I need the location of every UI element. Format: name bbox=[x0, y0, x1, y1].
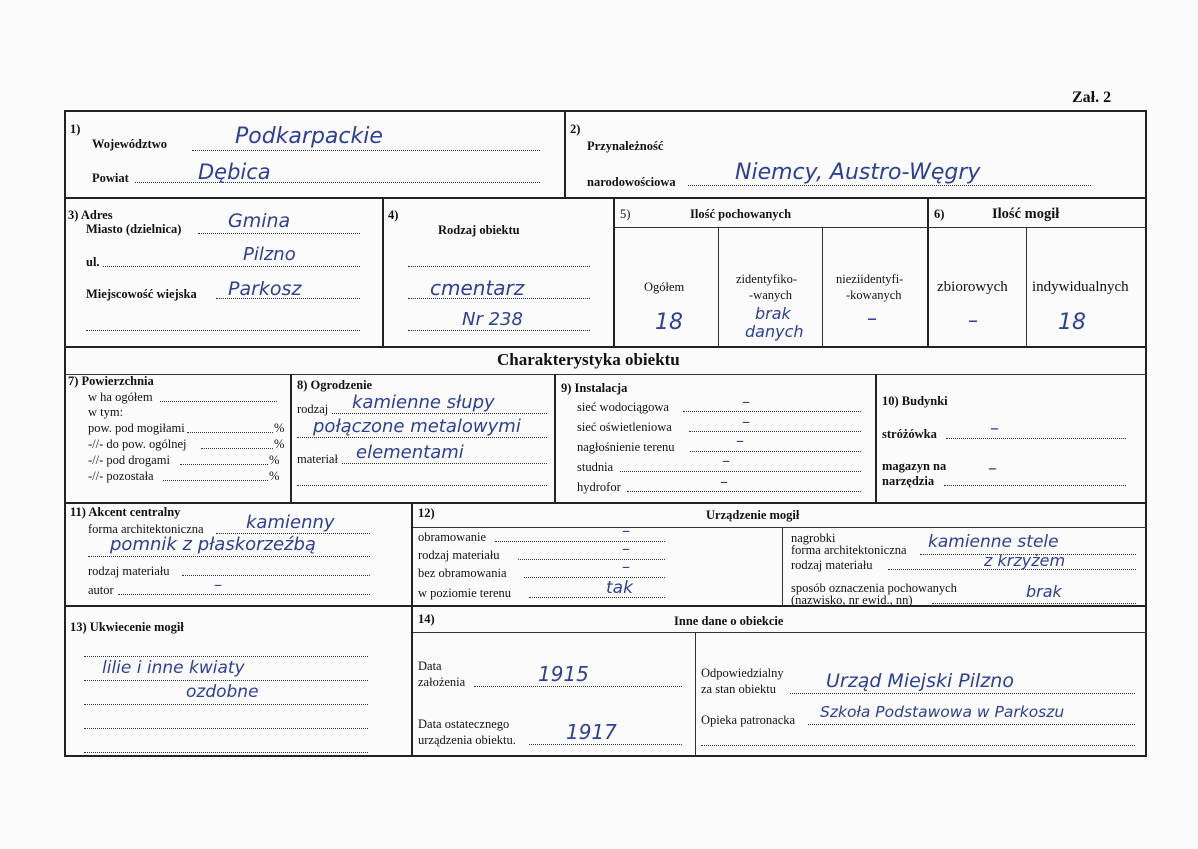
forma-value-2: pomnik z płaskorzeźbą bbox=[110, 534, 316, 555]
charakterystyka-title: Charakterystyka obiektu bbox=[497, 350, 680, 369]
obram-rodzaj-value: – bbox=[622, 539, 630, 558]
do-pow-ogolnej-label: -//- do pow. ogólnej bbox=[88, 437, 187, 451]
zidentyfikowanych-header-1: zidentyfiko- bbox=[736, 272, 798, 286]
pct-unit: % bbox=[274, 437, 285, 451]
miejscowosc-label: Miejscowość wiejska bbox=[86, 287, 197, 301]
sposob-value: brak bbox=[1026, 582, 1062, 601]
ogrodzenie-rodzaj-label: rodzaj bbox=[297, 402, 329, 416]
urzadzenie-title: Urządzenie mogił bbox=[706, 508, 800, 522]
data-zalozenia-value: 1915 bbox=[538, 662, 589, 686]
ul-label: ul. bbox=[86, 255, 100, 269]
zbiorowych-value: – bbox=[968, 308, 978, 332]
pozostala-label: -//- pozostała bbox=[88, 469, 154, 483]
ukwiecenie-value-1: lilie i inne kwiaty bbox=[102, 658, 245, 678]
odpowiedzialny-label-1: Odpowiedzialny bbox=[701, 666, 784, 680]
section-number: 14) bbox=[418, 612, 435, 626]
ogrodzenie-material-value: elementami bbox=[356, 442, 464, 463]
obramowanie-value: – bbox=[622, 521, 630, 540]
wojewodztwo-label: Województwo bbox=[92, 137, 167, 151]
zidentyfikowanych-value-2: danych bbox=[745, 322, 804, 341]
przynaleznosc-label: Przynależność bbox=[587, 139, 664, 153]
strozowka-label: stróżówka bbox=[882, 427, 937, 441]
powiat-value: Dębica bbox=[198, 160, 271, 184]
wodociag-label: sieć wodociągowa bbox=[577, 400, 669, 414]
instalacja-title: 9) Instalacja bbox=[561, 381, 628, 395]
rodzaj-obiektu-label: Rodzaj obiektu bbox=[438, 223, 520, 237]
zidentyfikowanych-value-1: brak bbox=[755, 304, 791, 323]
ogolem-value: 18 bbox=[655, 310, 683, 335]
niezidentyfikowanych-header-1: nieziidentyfi- bbox=[836, 272, 904, 286]
ogrodzenie-rodzaj-value-2: połączone metalowymi bbox=[313, 416, 521, 437]
powiat-label: Powiat bbox=[92, 171, 129, 185]
hydrofor-value: – bbox=[720, 472, 728, 491]
ilosc-pochowanych-title: Ilość pochowanych bbox=[690, 207, 792, 221]
oswietlenie-value: – bbox=[742, 412, 750, 431]
magazyn-label-1: magazyn na bbox=[882, 459, 947, 473]
niezidentyfikowanych-header-2: -kowanych bbox=[846, 288, 902, 302]
opieka-label: Opieka patronacka bbox=[701, 713, 796, 727]
studnia-value: – bbox=[722, 451, 730, 470]
naglosnienie-label: nagłośnienie terenu bbox=[577, 440, 675, 454]
inne-dane-title: Inne dane o obiekcie bbox=[674, 614, 784, 628]
pct-unit: % bbox=[269, 453, 280, 467]
ogrodzenie-title: 8) Ogrodzenie bbox=[297, 378, 373, 392]
powierzchnia-title: 7) Powierzchnia bbox=[68, 374, 154, 388]
ilosc-mogil-title: Ilość mogił bbox=[992, 206, 1060, 222]
section-number: 6) bbox=[934, 207, 945, 221]
strozowka-value: – bbox=[990, 418, 999, 439]
section-number: 12) bbox=[418, 506, 435, 520]
adres-label: 3) Adres bbox=[68, 208, 113, 222]
opieka-value: Szkoła Podstawowa w Parkoszu bbox=[820, 703, 1065, 721]
pct-unit: % bbox=[269, 469, 280, 483]
ukwiecenie-value-2: ozdobne bbox=[186, 682, 259, 702]
ogrodzenie-rodzaj-value-1: kamienne słupy bbox=[352, 392, 495, 413]
zbiorowych-header: zbiorowych bbox=[937, 279, 1008, 295]
akcent-title: 11) Akcent centralny bbox=[70, 505, 181, 519]
odpowiedzialny-label-2: za stan obiektu bbox=[701, 682, 776, 696]
section-number: 4) bbox=[388, 208, 399, 222]
miasto-value: Gmina bbox=[228, 210, 291, 232]
ogrodzenie-material-label: materiał bbox=[297, 452, 338, 466]
data-zalozenia-label-1: Data bbox=[418, 659, 442, 673]
ha-ogolem-label: w ha ogółem bbox=[88, 390, 153, 404]
zidentyfikowanych-header-2: -wanych bbox=[749, 288, 793, 302]
obramowanie-label: obramowanie bbox=[418, 530, 487, 544]
forma-label: forma architektoniczna bbox=[88, 522, 204, 536]
forma-value-1: kamienny bbox=[246, 512, 335, 533]
sposob-label-2: (nazwisko, nr ewid., nn) bbox=[791, 593, 913, 607]
attachment-label: Zał. 2 bbox=[1072, 89, 1112, 106]
nagrobki-forma-value: kamienne stele bbox=[928, 532, 1059, 552]
bez-obramowania-value: – bbox=[622, 557, 630, 576]
nr-cmentarza-value: Nr 238 bbox=[462, 309, 523, 330]
bez-obramowania-label: bez obramowania bbox=[418, 566, 507, 580]
nagrobki-rodzaj-value: z krzyżem bbox=[984, 551, 1066, 570]
nagrobki-label: nagrobki bbox=[791, 531, 836, 545]
miejscowosc-value: Parkosz bbox=[228, 278, 302, 300]
pod-drogami-label: -//- pod drogami bbox=[88, 453, 170, 467]
budynki-title: 10) Budynki bbox=[882, 394, 948, 408]
indywidualnych-value: 18 bbox=[1058, 310, 1086, 335]
rodzaj-obiektu-value: cmentarz bbox=[430, 276, 525, 300]
section-number: 2) bbox=[570, 122, 581, 136]
ogolem-header: Ogółem bbox=[644, 280, 685, 294]
sposob-label-1: sposób oznaczenia pochowanych bbox=[791, 581, 957, 595]
data-zalozenia-label-2: założenia bbox=[418, 675, 466, 689]
section-number: 1) bbox=[70, 122, 81, 136]
narodowosc-value: Niemcy, Austro-Węgry bbox=[735, 160, 981, 185]
wodociag-value: – bbox=[742, 392, 750, 411]
section-number: 5) bbox=[620, 207, 631, 221]
pod-mogilami-label: pow. pod mogiłami bbox=[88, 421, 185, 435]
wojewodztwo-value: Podkarpackie bbox=[235, 124, 383, 149]
data-ostatecznego-label-2: urządzenia obiektu. bbox=[418, 733, 516, 747]
w-tym-label: w tym: bbox=[88, 405, 124, 419]
miasto-label: Miasto (dzielnica) bbox=[86, 222, 182, 236]
data-ostatecznego-label-1: Data ostatecznego bbox=[418, 717, 510, 731]
obram-rodzaj-label: rodzaj materiału bbox=[418, 548, 500, 562]
odpowiedzialny-value: Urząd Miejski Pilzno bbox=[826, 670, 1014, 692]
narodowosciowa-label: narodowościowa bbox=[587, 175, 676, 189]
hydrofor-label: hydrofor bbox=[577, 480, 621, 494]
indywidualnych-header: indywidualnych bbox=[1032, 279, 1129, 295]
data-ostatecznego-value: 1917 bbox=[566, 720, 617, 744]
niezidentyfikowanych-value: – bbox=[867, 306, 877, 330]
magazyn-value: – bbox=[988, 458, 997, 479]
autor-label: autor bbox=[88, 583, 114, 597]
nagrobki-forma-label: forma architektoniczna bbox=[791, 543, 907, 557]
w-poziomie-label: w poziomie terenu bbox=[418, 586, 512, 600]
studnia-label: studnia bbox=[577, 460, 614, 474]
ul-value: Pilzno bbox=[243, 244, 296, 265]
pct-unit: % bbox=[274, 421, 285, 435]
oswietlenie-label: sieć oświetleniowa bbox=[577, 420, 672, 434]
naglosnienie-value: – bbox=[736, 431, 744, 450]
akcent-rodzaj-label: rodzaj materiału bbox=[88, 564, 170, 578]
nagrobki-rodzaj-label: rodzaj materiału bbox=[791, 558, 873, 572]
ukwiecenie-title: 13) Ukwiecenie mogił bbox=[70, 620, 184, 634]
autor-value: – bbox=[214, 575, 222, 594]
w-poziomie-value: tak bbox=[606, 578, 633, 598]
magazyn-label-2: narzędzia bbox=[882, 474, 935, 488]
